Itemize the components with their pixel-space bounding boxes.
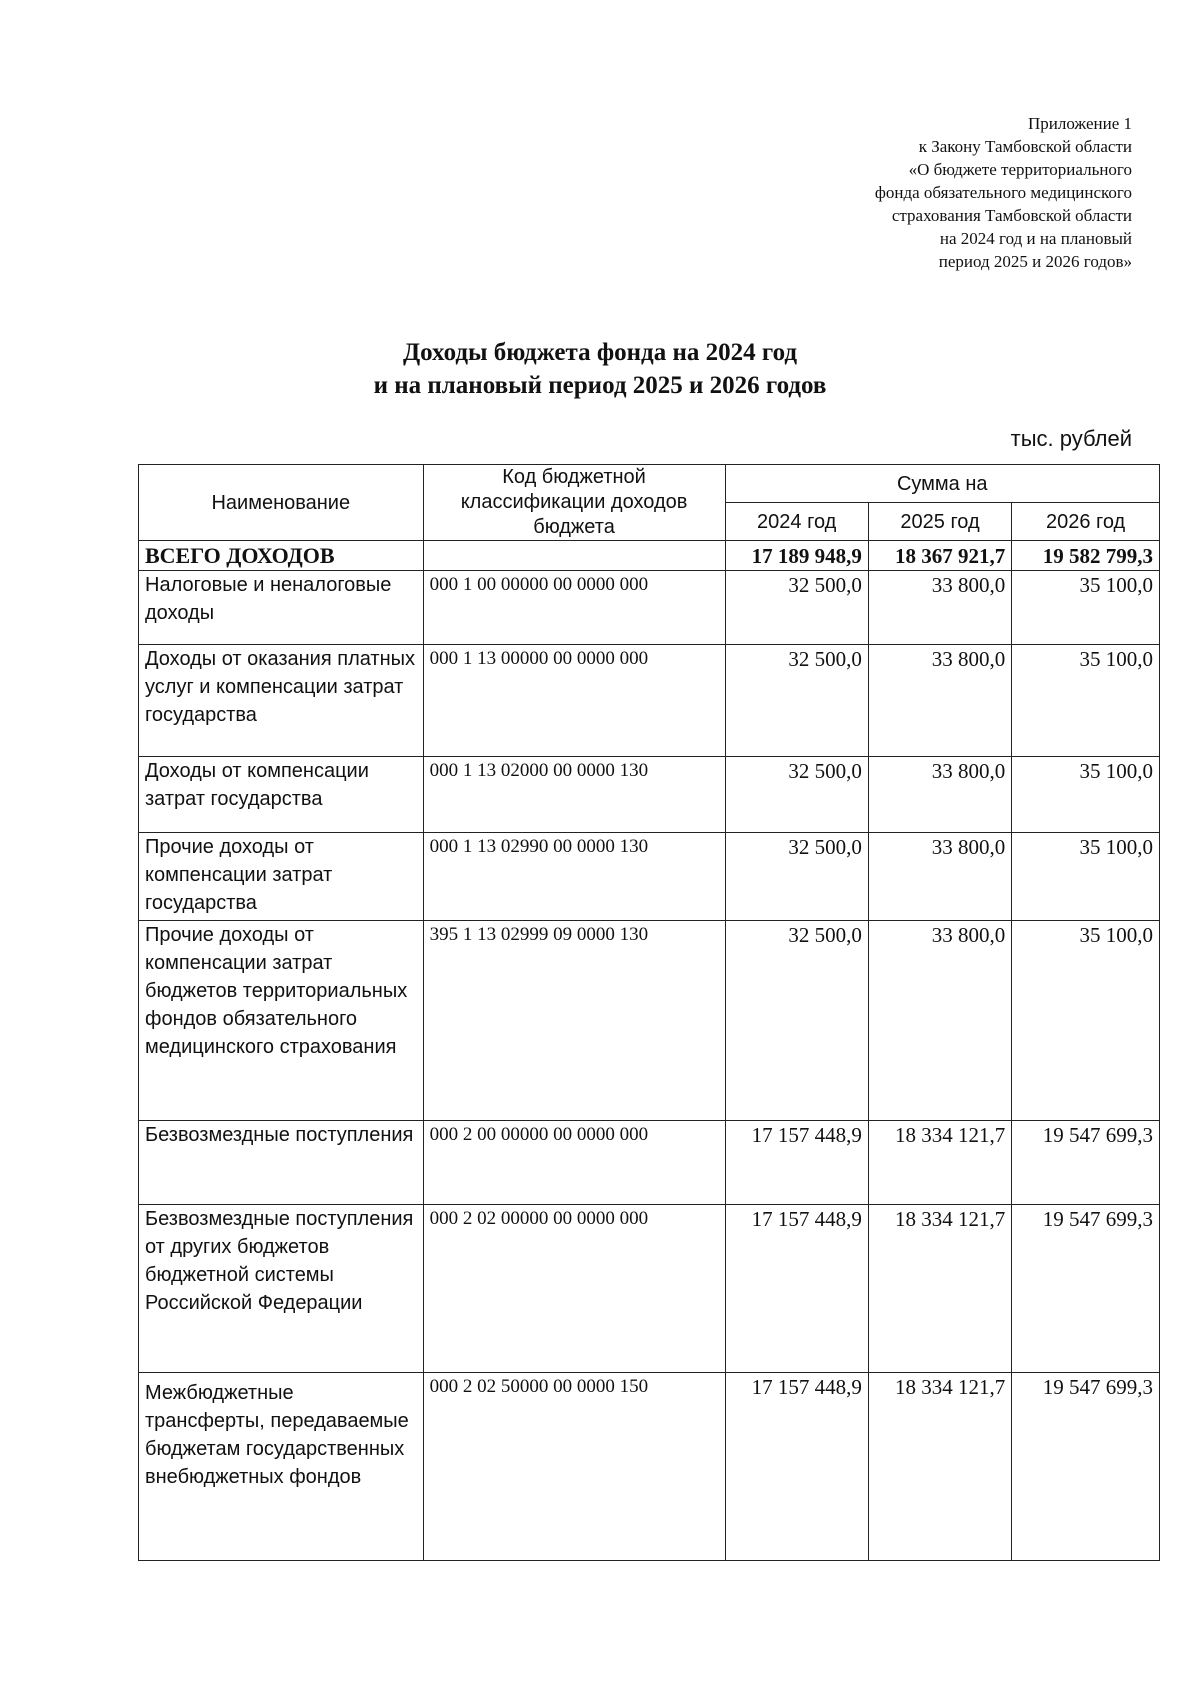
units-label: тыс. рублей [1010, 426, 1132, 451]
appendix-line: период 2025 и 2026 годов» [938, 252, 1132, 271]
table-row [139, 757, 1160, 833]
header-year-2025: 2025 год [868, 503, 1011, 541]
table-row [139, 1121, 1160, 1205]
row-value-2025: 33 800,0 [868, 921, 1011, 1121]
row-code: 000 1 13 02000 00 0000 130 [423, 757, 725, 833]
total-value-2026: 19 582 799,3 [1012, 541, 1160, 571]
total-code [423, 541, 725, 571]
total-value-2024: 17 189 948,9 [725, 541, 868, 571]
row-value-2024: 32 500,0 [725, 571, 868, 645]
document-title [0, 336, 1200, 402]
header-year-2024: 2024 год [725, 503, 868, 541]
appendix-line: страхования Тамбовской области [891, 206, 1132, 225]
row-name: Налоговые и неналоговые доходы [139, 571, 424, 645]
row-name: Доходы от оказания платных услуг и компенсации затрат государства [139, 645, 424, 757]
table-row [139, 921, 1160, 1121]
row-value-2025: 18 334 121,7 [868, 1373, 1011, 1561]
title-line-1: Доходы бюджета фонда на 2024 год [402, 339, 798, 366]
total-name: ВСЕГО ДОХОДОВ [139, 541, 424, 571]
row-value-2026: 35 100,0 [1012, 921, 1160, 1121]
row-value-2026: 35 100,0 [1012, 757, 1160, 833]
row-code: 000 1 13 00000 00 0000 000 [423, 645, 725, 757]
row-value-2025: 33 800,0 [868, 833, 1011, 921]
appendix-line: к Закону Тамбовской области [918, 137, 1132, 156]
row-value-2024: 17 157 448,9 [725, 1205, 868, 1373]
header-name: Наименование [139, 465, 424, 541]
row-code: 000 2 00 00000 00 0000 000 [423, 1121, 725, 1205]
row-code: 395 1 13 02999 09 0000 130 [423, 921, 725, 1121]
row-name: Прочие доходы от компенсации затрат государства [139, 833, 424, 921]
appendix-block [875, 112, 1132, 273]
row-name: Прочие доходы от компенсации затрат бюджетов территориальных фондов обязательного медицинского страхования [139, 921, 424, 1121]
header-row [139, 465, 1160, 503]
header-code: Код бюджетной классификации доходов бюджета [423, 465, 725, 541]
row-value-2024: 17 157 448,9 [725, 1121, 868, 1205]
row-value-2026: 35 100,0 [1012, 833, 1160, 921]
header-sum: Сумма на [725, 465, 1160, 503]
appendix-line: фонда обязательного медицинского [874, 183, 1132, 202]
row-value-2025: 33 800,0 [868, 757, 1011, 833]
table-row [139, 571, 1160, 645]
row-value-2026: 35 100,0 [1012, 645, 1160, 757]
row-code: 000 2 02 00000 00 0000 000 [423, 1205, 725, 1373]
row-code: 000 1 13 02990 00 0000 130 [423, 833, 725, 921]
table-row [139, 645, 1160, 757]
appendix-line: «О бюджете территориального [908, 160, 1132, 179]
header-year-2026: 2026 год [1012, 503, 1160, 541]
row-value-2024: 32 500,0 [725, 757, 868, 833]
table-row [139, 833, 1160, 921]
row-value-2025: 33 800,0 [868, 571, 1011, 645]
row-value-2026: 19 547 699,3 [1012, 1373, 1160, 1561]
row-value-2026: 35 100,0 [1012, 571, 1160, 645]
table-row [139, 1205, 1160, 1373]
income-table [138, 464, 1160, 1561]
total-value-2025: 18 367 921,7 [868, 541, 1011, 571]
total-row [139, 541, 1160, 571]
row-name: Межбюджетные трансферты, передаваемые бюджетам государственных внебюджетных фондов [139, 1373, 424, 1561]
row-value-2025: 33 800,0 [868, 645, 1011, 757]
row-name: Доходы от компенсации затрат государства [139, 757, 424, 833]
appendix-line: Приложение 1 [1028, 114, 1132, 133]
row-value-2024: 17 157 448,9 [725, 1373, 868, 1561]
title-line-2: и на плановый период 2025 и 2026 годов [373, 372, 827, 399]
row-value-2026: 19 547 699,3 [1012, 1121, 1160, 1205]
row-code: 000 2 02 50000 00 0000 150 [423, 1373, 725, 1561]
row-value-2025: 18 334 121,7 [868, 1121, 1011, 1205]
row-name: Безвозмездные поступления от других бюджетов бюджетной системы Российской Федерации [139, 1205, 424, 1373]
row-value-2026: 19 547 699,3 [1012, 1205, 1160, 1373]
row-value-2024: 32 500,0 [725, 645, 868, 757]
table-row [139, 1373, 1160, 1561]
row-value-2024: 32 500,0 [725, 833, 868, 921]
row-code: 000 1 00 00000 00 0000 000 [423, 571, 725, 645]
row-value-2024: 32 500,0 [725, 921, 868, 1121]
row-name: Безвозмездные поступления [139, 1121, 424, 1205]
appendix-line: на 2024 год и на плановый [939, 229, 1132, 248]
row-value-2025: 18 334 121,7 [868, 1205, 1011, 1373]
